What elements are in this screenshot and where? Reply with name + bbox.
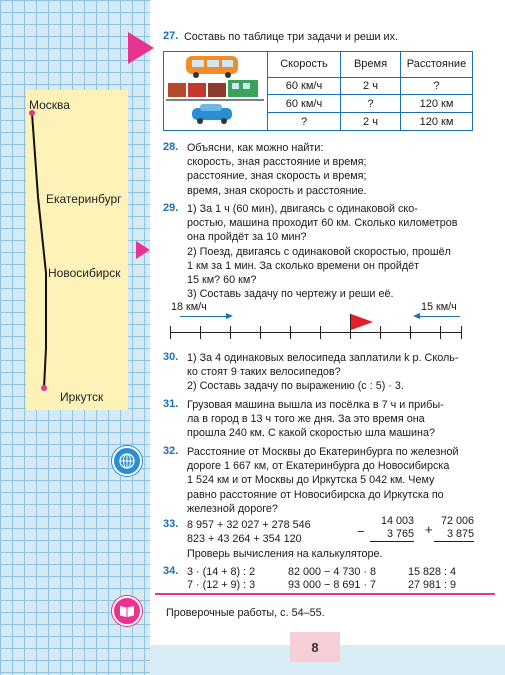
expression: 3 · (14 + 8) : 2 (187, 566, 256, 578)
text-line: 1) За 1 ч (60 мин), двигаясь с одинаковой ско- (187, 203, 418, 215)
city-yekaterinburg: Екатеринбург (46, 192, 122, 206)
route-line (26, 90, 128, 410)
minuend: 14 003 (380, 515, 414, 527)
expression: 7 · (12 + 9) : 3 (187, 579, 256, 591)
task-30-text (187, 351, 479, 394)
city-dot-irkutsk (41, 385, 47, 391)
verification-reference: Проверочные работы, с. 54–55. (166, 607, 325, 619)
table-cell: ? (341, 95, 401, 113)
text-line: железной дороге? (187, 502, 278, 515)
task-number-27: 27. (163, 30, 179, 42)
task-number-34: 34. (163, 565, 179, 577)
arrow-left-right (420, 316, 460, 317)
text-line: равно расстояние от Новосибирска до Иркутска по (187, 488, 444, 501)
text-line: она пройдёт за 10 мин? (187, 231, 307, 244)
arrowhead-left (413, 313, 420, 319)
tick (320, 326, 321, 339)
city-moscow: Москва (29, 98, 70, 112)
arrowhead-right (226, 313, 233, 319)
task-28-text (187, 141, 367, 198)
page-number: 8 (290, 632, 340, 662)
subtrahend: 3 765 (370, 528, 414, 542)
minus-sign: − (357, 524, 365, 539)
addend-1: 72 006 (440, 515, 474, 527)
calculator-note: Проверь вычисления на калькуляторе. (187, 548, 383, 560)
route-number-line (170, 332, 462, 333)
city-novosibirsk: Новосибирск (48, 266, 121, 280)
vehicles-illustration (164, 52, 268, 131)
expression: 82 000 − 4 730 · 8 (288, 566, 376, 578)
text-line: Грузовая машина вышла из посёлка в 7 ч и прибы- (187, 399, 444, 411)
table-cell: 120 км (401, 95, 473, 113)
task-29-text (187, 202, 479, 301)
task-number-33: 33. (163, 518, 179, 530)
footer-divider (155, 593, 495, 595)
table-cell: 60 км/ч (268, 77, 341, 95)
tick (230, 326, 231, 339)
tick (440, 326, 441, 339)
task-number-31: 31. (163, 398, 179, 410)
subtraction-column (370, 515, 414, 542)
red-flag-icon (351, 314, 373, 330)
expression: 93 000 − 8 691 · 7 (288, 579, 376, 591)
addition-column (434, 515, 474, 542)
text-line: 1 524 км и от Москвы до Иркутска 5 042 км. Чему (187, 474, 435, 487)
table-cell: ? (268, 113, 341, 131)
text-line: прошла 240 км. С какой скоростью шла машина? (187, 427, 436, 440)
task-number-29: 29. (163, 202, 179, 214)
task-33-line2: 823 + 43 264 + 354 120 (187, 533, 302, 545)
text-line: ростью, машина проходит 60 км. Сколько километров (187, 217, 458, 230)
col-time: Время (341, 52, 401, 78)
book-icon[interactable] (112, 596, 142, 626)
globe-icon[interactable] (112, 446, 142, 476)
task-32-text (187, 445, 479, 516)
map-pointer (136, 241, 150, 259)
route-map (26, 90, 128, 410)
table-cell: 2 ч (341, 113, 401, 131)
tick (200, 326, 201, 339)
plus-sign: + (425, 522, 433, 537)
table-cell: 60 км/ч (268, 95, 341, 113)
task-27-intro: Составь по таблице три задачи и реши их. (184, 31, 398, 43)
addend-2: 3 875 (434, 528, 474, 542)
speed-time-distance-table (163, 51, 473, 131)
tick (380, 326, 381, 339)
table-cell: 120 км (401, 113, 473, 131)
text-line: дороге 1 667 км, от Екатеринбурга до Новосибирска (187, 460, 450, 473)
text-line: 1 км за 1 мин. За сколько времени он пройдёт (187, 259, 420, 272)
task-number-32: 32. (163, 445, 179, 457)
col-distance: Расстояние (401, 52, 473, 78)
text-line: 15 км? 60 км? (187, 274, 257, 287)
text-line: 2) Поезд, двигаясь с одинаковой скоростью, прошёл (187, 245, 451, 258)
city-irkutsk: Иркутск (60, 390, 104, 404)
arrow-right-left (180, 316, 226, 317)
table-cell: 2 ч (341, 77, 401, 95)
text-line: 3) Составь задачу по чертежу и реши её. (187, 288, 394, 301)
text-line: ла в город в 13 ч того же дня. За это время она (187, 413, 425, 426)
text-line: 2) Составь задачу по выражению (с : 5) · 3. (187, 380, 404, 393)
tick (290, 326, 291, 339)
task-number-28: 28. (163, 141, 179, 153)
table-cell: ? (401, 77, 473, 95)
task-number-30: 30. (163, 351, 179, 363)
vehicles-icon (164, 52, 267, 127)
task-31-text (187, 398, 479, 441)
task-33-line1: 8 957 + 32 027 + 278 546 (187, 519, 311, 531)
expression: 27 981 : 9 (408, 579, 457, 591)
text-line: Расстояние от Москвы до Екатеринбурга по железной (187, 446, 459, 458)
speed-left-label: 18 км/ч (171, 301, 207, 313)
tick (170, 326, 171, 339)
text-line: ко стоят 9 таких велосипедов? (187, 366, 341, 379)
text-line: время, зная скорость и расстояние. (187, 184, 367, 197)
expression: 15 828 : 4 (408, 566, 457, 578)
tick (461, 326, 462, 339)
text-line: скорость, зная расстояние и время; (187, 156, 367, 169)
bookmark-triangle (128, 32, 154, 64)
tick (410, 326, 411, 339)
speed-right-label: 15 км/ч (421, 301, 457, 313)
col-speed: Скорость (268, 52, 341, 78)
text-line: расстояние, зная скорость и время; (187, 170, 367, 183)
text-line: 1) За 4 одинаковых велосипеда заплатили k р. Сколь- (187, 352, 459, 364)
tick (260, 326, 261, 339)
text-line: Объясни, как можно найти: (187, 142, 324, 154)
